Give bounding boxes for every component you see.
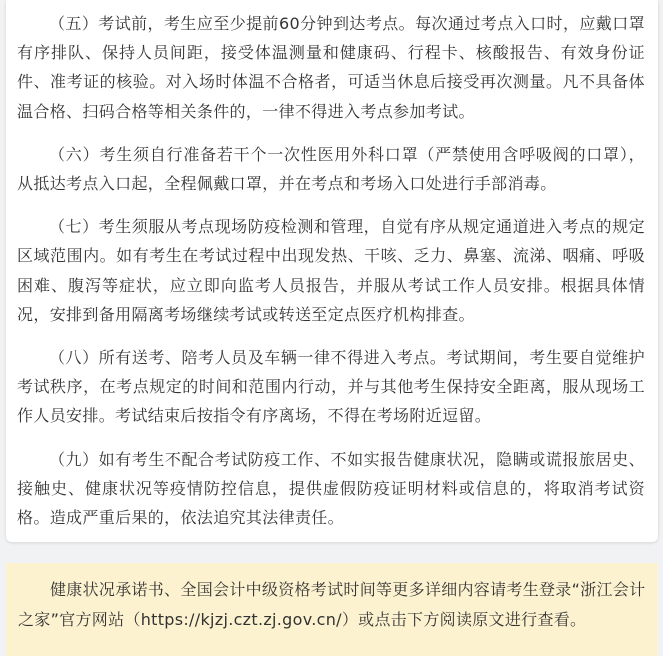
article-card (6, 0, 658, 542)
notice-text: 健康状况承诺书、全国会计中级资格考试时间等更多详细内容请考生登录“浙江会计之家”官方网站（https://kjzj.czt.zj.gov.cn/）或点击下方阅读原文进行查看。 (18, 580, 646, 629)
paragraph-8: （八）所有送考、陪考人员及车辆一律不得进入考点。考试期间，考生要自觉维护考试秩序，在考点规定的时间和范围内行动，并与其他考生保持安全距离，服从现场工作人员安排。考试结束后按指令有序离场，不得在考场附近逗留。 (17, 348, 645, 426)
notice-box (6, 563, 658, 656)
paragraph-9: （九）如有考生不配合考试防疫工作、不如实报告健康状况，隐瞒或谎报旅居史、接触史、健康状况等疫情防控信息，提供虚假防疫证明材料或信息的，将取消考试资格。造成严重后果的，依法追究其法律责任。 (17, 449, 645, 528)
paragraph-5: （五）考试前，考生应至少提前60分钟到达考点。每次通过考点入口时，应戴口罩有序排队、保持人员间距，接受体温测量和健康码、行程卡、核酸报告、有效身份证件、准考证的核验。对入场时体温不合格者，可适当休息后接受再次测量。凡不具备体温合格、扫码合格等相关条件的，一律不得进入考点参加考试。 (17, 14, 645, 121)
paragraph-6: （六）考生须自行准备若干个一次性医用外科口罩（严禁使用含呼吸阀的口罩），从抵达考点入口起，全程佩戴口罩，并在考点和考场入口处进行手部消毒。 (17, 144, 645, 194)
paragraph-7: （七）考生须服从考点现场防疫检测和管理，自觉有序从规定通道进入考点的规定区域范围内。如有考生在考试过程中出现发热、干咳、乏力、鼻塞、流涕、咽痛、呼吸困难、腹泻等症状，应立即向监考人员报告，并服从考试工作人员安排。根据具体情况，安排到备用隔离考场继续考试或转送至定点医疗机构排查。 (17, 217, 645, 324)
